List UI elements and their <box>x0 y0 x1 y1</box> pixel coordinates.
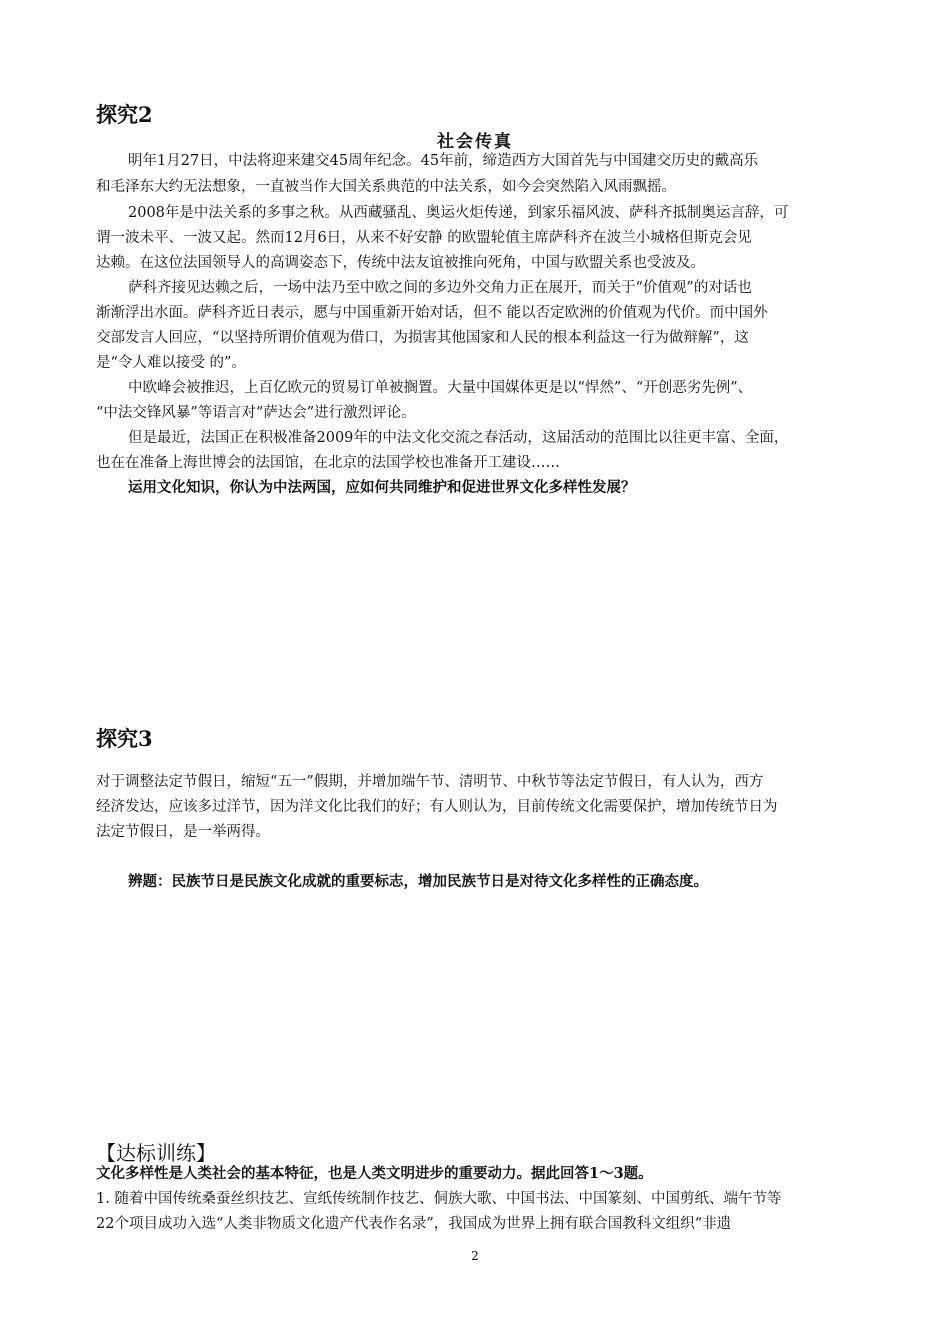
paragraph-line: 和毛泽东大约无法想象，一直被当作大国关系典范的中法关系，如今会突然陷入风雨飘摇。 <box>96 179 676 195</box>
paragraph-line: 中欧峰会被推迟，上百亿欧元的贸易订单被搁置。大量中国媒体更是以“悍然”、“开创恶劣先例”、 <box>128 380 753 396</box>
paragraph-line: 但是最近，法国正在积极准备2009年的中法文化交流之春活动，这届活动的范围比以往更丰富、全面， <box>128 430 789 446</box>
paragraph-line: 达赖。在这位法国领导人的高调姿态下，传统中法友谊被推向死角，中国与欧盟关系也受波及。 <box>96 255 705 271</box>
paragraph-line: 交部发言人回应，“以坚持所谓价值观为借口，为损害其他国家和人民的根本利益这一行为做辩解”，这 <box>96 330 749 346</box>
paragraph-line: 明年1月27日，中法将迎来建交45周年纪念。45年前，缔造西方大国首先与中国建交历史的戴高乐 <box>128 153 759 169</box>
question-line: 22个项目成功入选“人类非物质文化遗产代表作名录”，我国成为世界上拥有联合国教科文组织“非遗 <box>96 1216 732 1232</box>
section-3-question: 辨题：民族节日是民族文化成就的重要标志，增加民族节日是对待文化多样性的正确态度。 <box>128 873 708 890</box>
paragraph-line: 萨科齐接见达赖之后，一场中法乃至中欧之间的多边外交角力正在展开，而关于“价值观”的对话也 <box>128 280 752 296</box>
page-number: 2 <box>471 1249 479 1263</box>
section-2-question: 运用文化知识，你认为中法两国，应如何共同维护和促进世界文化多样性发展？ <box>128 479 636 496</box>
paragraph-line: 对于调整法定节假日，缩短“五一”假期，并增加端午节、清明节、中秋节等法定节假日，有人认为，西方 <box>96 774 764 790</box>
section-3-heading: 探究3 <box>96 726 153 751</box>
section-2-heading: 探究2 <box>96 102 153 127</box>
paragraph-line: “中法交锋风暴”等语言对“萨达会”进行激烈评论。 <box>96 405 416 421</box>
paragraph-line: 也在在准备上海世博会的法国馆，在北京的法国学校也准备开工建设…… <box>96 455 560 471</box>
question-line: 1. 随着中国传统桑蚕丝织技艺、宣纸传统制作技艺、侗族大歌、中国书法、中国篆刻、中国剪纸、端午节等 <box>96 1191 782 1207</box>
paragraph-line: 是“令人难以接受 的”。 <box>96 355 246 371</box>
paragraph-line: 谓一波未平、一波又起。然而12月6日，从来不好安静 的欧盟轮值主席萨科齐在波兰小城格但斯克会见 <box>96 230 752 246</box>
paragraph-line: 法定节假日，是一举两得。 <box>96 824 270 840</box>
paragraph-line: 渐渐浮出水面。萨科齐近日表示，愿与中国重新开始对话，但不 能以否定欧洲的价值观为代价。而中国外 <box>96 305 768 321</box>
section-2-title: 社会传真 <box>437 132 513 152</box>
paragraph-line: 经济发达，应该多过洋节，因为洋文化比我们的好；有人则认为，目前传统文化需要保护，增加传统节日为 <box>96 799 778 815</box>
training-heading: 【达标训练】 <box>96 1141 216 1165</box>
paragraph-line: 2008年是中法关系的多事之秋。从西藏骚乱、奥运火炬传递，到家乐福风波、萨科齐抵制奥运言辞，可 <box>128 205 789 221</box>
training-intro: 文化多样性是人类社会的基本特征，也是人类文明进步的重要动力。据此回答1～3题。 <box>96 1165 653 1182</box>
